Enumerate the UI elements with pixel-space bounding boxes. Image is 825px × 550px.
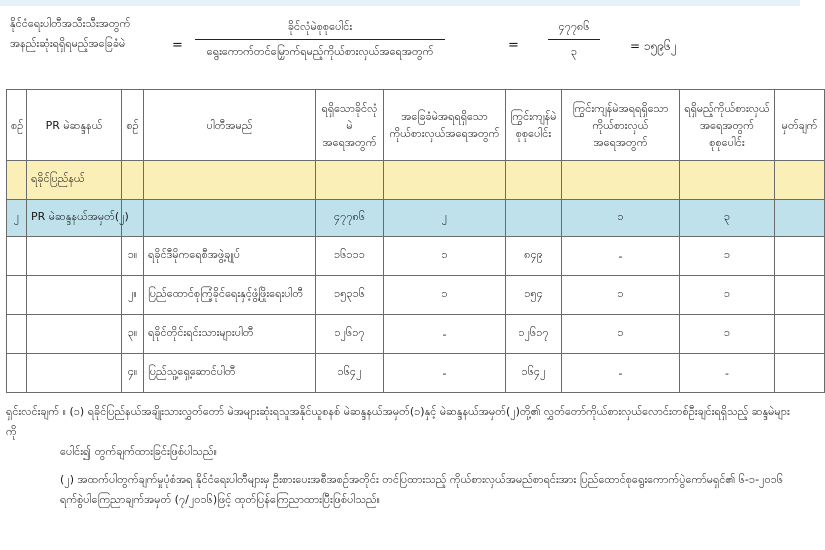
equals-sign-2: =	[508, 38, 519, 53]
party-remainder: ၁၅၄	[506, 276, 562, 315]
formula-lhs-line1: နိုင်ငံရေးပါတီအသီးသီးအတွက်	[10, 17, 131, 30]
note-2	[60, 470, 796, 490]
formula-lhs	[10, 14, 160, 54]
constituency-row	[7, 200, 825, 237]
party-total-seats: ၁	[680, 276, 775, 315]
party-remainder-seats: -	[562, 354, 680, 393]
header-remarks: မှတ်ချက်	[775, 90, 825, 161]
notes-label: ရှင်းလင်းချက်	[6, 405, 60, 418]
party-name: ပြည်ထောင်စုကြံ့ခိုင်ရေးနှင့်ဖွံ့ဖြိုးရေးပါတီ	[144, 276, 316, 315]
party-valid-votes: ၁၆၄၂	[316, 354, 384, 393]
party-name: ရခိုင်ဒီမိုကရေစီအဖွဲ့ချုပ်	[144, 237, 316, 276]
quota-value: ၁၅၉၆၂	[643, 39, 677, 53]
state-name: ရခိုင်ပြည်နယ်	[27, 161, 122, 200]
party-no: ၄။	[122, 354, 144, 393]
notes-separator: ။	[62, 405, 66, 418]
header-remainder-seats: ကြွင်းကျန်မဲအရရရှိသော ကိုယ်စားလှယ်အရေအတွက်	[562, 90, 680, 161]
party-basic-seats: ၁	[384, 237, 506, 276]
header-no: စဉ်	[7, 90, 27, 161]
table-header-row	[7, 90, 825, 161]
fraction-1-numerator: ခိုင်လုံမဲစုစုပေါင်း	[287, 20, 353, 33]
party-no: ၂။	[122, 276, 144, 315]
note-2-continued: ရက်စွဲပါကြေညာချက်အမှတ် (၇/၂၀၁၆)ဖြင့် ထုတ်ပြန်ကြေညာထားပြီးဖြစ်ပါသည်။	[60, 493, 380, 506]
table-row	[7, 276, 825, 315]
party-basic-seats: -	[384, 354, 506, 393]
party-total-seats: ၁	[680, 315, 775, 354]
party-name: ပြည်သူ့ရှေ့ဆောင်ပါတီ	[144, 354, 316, 393]
explanation-notes	[6, 402, 796, 510]
party-valid-votes: ၁၆၁၁၁	[316, 237, 384, 276]
state-row	[7, 161, 825, 200]
formula-fraction-2	[548, 18, 600, 61]
fraction-1-bar	[195, 39, 445, 40]
note-1	[6, 402, 796, 442]
note-2-text: အထက်ပါတွက်ချက်မှုပုံစံအရ နိုင်ငံရေးပါတီများမှ ဦးစားပေးအစီအစဉ်အတိုင်း တင်ပြထားသည့် ကိုယ်စားလှယ်အမည်စာရင်းအား ပြည်ထောင်စုရွေးကောက်ပွဲကော်မရှင်၏ ၆-၁-၂၀၁၆	[77, 473, 784, 486]
formula-fraction-1	[195, 18, 445, 61]
table-row	[7, 237, 825, 276]
constituency-remainder-seats: ၁	[562, 200, 680, 237]
fraction-2-denominator: ၃	[570, 45, 578, 58]
party-remainder: ၁၆၄၂	[506, 354, 562, 393]
party-total-seats: -	[680, 354, 775, 393]
equals-sign: =	[172, 38, 183, 53]
note-1-continued: ပေါင်း၍ တွက်ချက်ထားခြင်းဖြစ်ပါသည်။	[60, 445, 217, 458]
party-remainder: ၈၄၉	[506, 237, 562, 276]
party-no: ၁။	[122, 237, 144, 276]
fraction-2-numerator: ၄၇၇၈၆	[558, 20, 590, 33]
party-basic-seats: -	[384, 315, 506, 354]
header-remainder: ကြွင်းကျန်မဲ စုစုပေါင်း	[506, 90, 562, 161]
constituency-total-seats: ၃	[680, 200, 775, 237]
party-basic-seats: ၁	[384, 276, 506, 315]
fraction-2-bar	[548, 39, 600, 40]
party-valid-votes: ၁၅၃၁၆	[316, 276, 384, 315]
formula-result	[630, 38, 677, 56]
constituency-no: ၂	[7, 200, 27, 237]
seat-allocation-table	[6, 89, 825, 393]
header-party-no: စဉ်	[122, 90, 144, 161]
header-party-name: ပါတီအမည်	[144, 90, 316, 161]
party-remainder-seats: ၁	[562, 276, 680, 315]
note-1-number: (၁)	[69, 405, 85, 418]
party-name: ရခိုင်တိုင်းရင်းသားများပါတီ	[144, 315, 316, 354]
table-row	[7, 354, 825, 393]
table-row	[7, 315, 825, 354]
fraction-1-denominator: ရွေးကောက်တင်မြှောက်ရမည့်ကိုယ်စားလှယ်အရေအတွက်	[206, 45, 434, 58]
party-remainder-seats: -	[562, 237, 680, 276]
party-remainder: ၁၂၆၁၇	[506, 315, 562, 354]
constituency-name: PR မဲဆန္ဒနယ်အမှတ်(၂)	[27, 200, 122, 237]
quota-formula	[0, 6, 800, 88]
note-2-number: (၂)	[60, 473, 74, 486]
constituency-valid-votes: ၄၇၇၈၆	[316, 200, 384, 237]
header-valid-votes: ရရှိသောခိုင်လုံမဲ အရေအတွက်	[316, 90, 384, 161]
party-remainder-seats: ၁	[562, 315, 680, 354]
party-valid-votes: ၁၂၆၁၇	[316, 315, 384, 354]
formula-lhs-line2: အနည်းဆုံးရရှိရမည့်အခြေခံမဲ	[10, 37, 126, 50]
constituency-basic-seats: ၂	[384, 200, 506, 237]
header-constituency: PR မဲဆန္ဒနယ်	[27, 90, 122, 161]
equals-sign-3: =	[630, 39, 641, 53]
note-1-text: ရခိုင်ပြည်နယ်အချိုးသားလွှတ်တော် မဲအများဆုံးရသူအနိုင်ယူစနစ် မဲဆန္ဒနယ်အမှတ်(၁)နှင့် မဲဆန္ဒနယ်အမှတ်(၂)တို့၏ လွှတ်တော်ကိုယ်စားလှယ်လောင်းတစ်ဦးချင်းရရှိသည့် ဆန္ဒမဲများကို	[6, 405, 790, 438]
party-total-seats: ၁	[680, 237, 775, 276]
party-no: ၃။	[122, 315, 144, 354]
header-basic-seats: အခြေခံမဲအရရရှိသော ကိုယ်စားလှယ်အရေအတွက်	[384, 90, 506, 161]
header-total-seats: ရရှိမည့်ကိုယ်စားလှယ် အရေအတွက်စုစုပေါင်း	[680, 90, 775, 161]
